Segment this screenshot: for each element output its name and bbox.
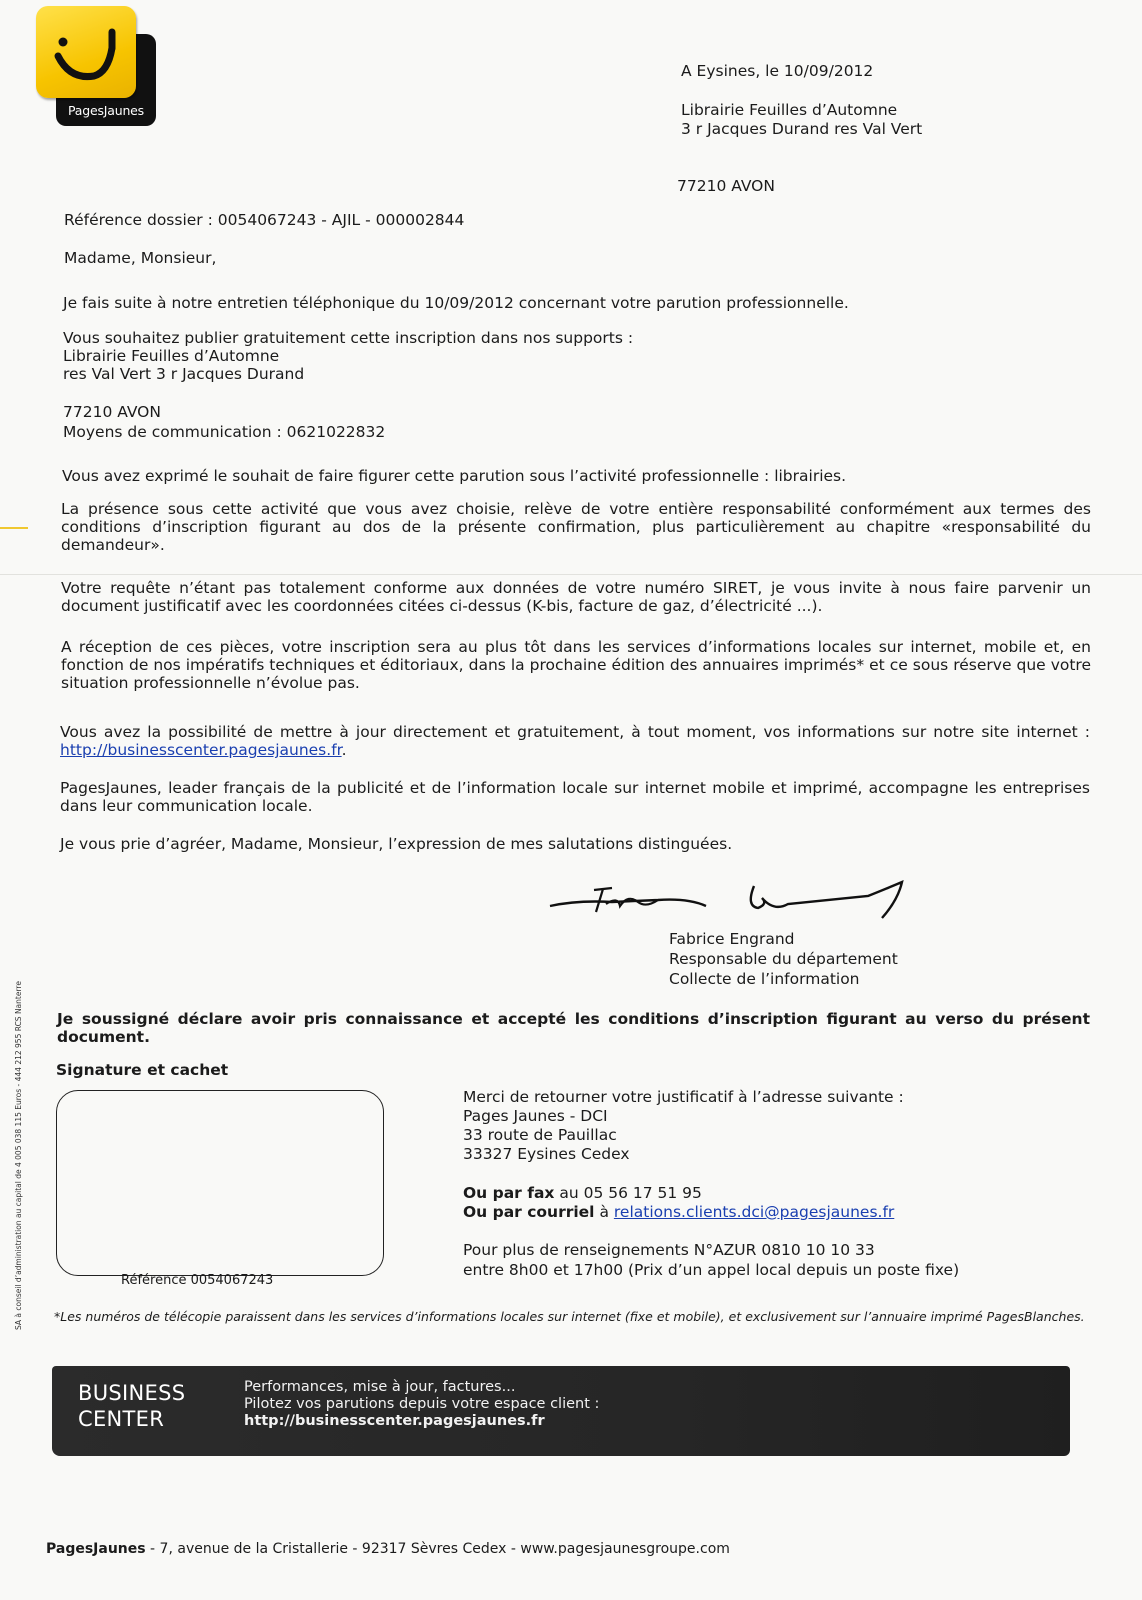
fax-label: Ou par fax: [463, 1184, 555, 1202]
return-city: 33327 Eysines Cedex: [463, 1145, 630, 1163]
paragraph-8: [60, 723, 1090, 759]
paragraph-1: Je fais suite à notre entretien téléphonique du 10/09/2012 concernant votre parution professionnelle.: [63, 294, 849, 312]
mail-pre: à: [594, 1203, 614, 1221]
paragraph-4: Vous avez exprimé le souhait de faire figurer cette parution sous l’activité professionnelle : librairies.: [62, 467, 847, 485]
smiley-icon: [36, 6, 136, 98]
footer: [46, 1541, 730, 1557]
business-center-banner[interactable]: [52, 1366, 1070, 1456]
paragraph-2-intro: Vous souhaitez publier gratuitement cette inscription dans nos supports :: [63, 329, 634, 347]
paragraph-3-comm: Moyens de communication : 0621022832: [63, 423, 386, 441]
paragraph-2-street: res Val Vert 3 r Jacques Durand: [63, 365, 305, 383]
mail-line: [463, 1203, 894, 1222]
paragraph-5: La présence sous cette activité que vous avez choisie, relève de votre entière responsabilité conformément aux termes des conditions d’inscription figurant au dos de la présente confirmation, plus particulièrement au chapitre «responsabilité du demandeur».: [61, 500, 1091, 554]
recipient-street: 3 r Jacques Durand res Val Vert: [681, 120, 923, 138]
paragraph-6: Votre requête n’étant pas totalement conforme aux données de votre numéro SIRET, je vous invite à nous faire parvenir un document justificatif avec les coordonnées citées ci-dessus (K-bis, facture de gaz, d’électricité ...).: [61, 579, 1091, 615]
signatory-dept: Collecte de l’information: [669, 970, 860, 988]
signatory-title: Responsable du département: [669, 950, 898, 968]
reference-line: Référence dossier : 0054067243 - AJIL - 000002844: [64, 211, 465, 229]
paragraph-2-name: Librairie Feuilles d’Automne: [63, 347, 280, 365]
recipient-city: 77210 AVON: [677, 177, 775, 195]
logo-tile: [36, 6, 136, 98]
fold-line: [0, 574, 1142, 575]
fax-value: au 05 56 17 51 95: [554, 1184, 702, 1202]
banner-title-line-2: CENTER: [78, 1407, 165, 1431]
email-link[interactable]: relations.clients.dci@pagesjaunes.fr: [613, 1203, 895, 1221]
paragraph-8-end: .: [341, 741, 347, 759]
declaration: Je soussigné déclare avoir pris connaissance et accepté les conditions d’inscription figurant au verso du présent document.: [57, 1010, 1090, 1046]
legal-mention: SA à conseil d’administration au capital de 4 005 038 115 Euros - 444 212 955 RCS Nanterre: [14, 981, 23, 1330]
banner-title-line-1: BUSINESS: [78, 1381, 186, 1405]
place-date: A Eysines, le 10/09/2012: [681, 62, 874, 80]
signatory-name: Fabrice Engrand: [669, 930, 795, 948]
salutation: Madame, Monsieur,: [64, 249, 217, 267]
businesscenter-link[interactable]: http://businesscenter.pagesjaunes.fr: [60, 741, 342, 759]
banner-text: [244, 1379, 599, 1430]
pagesjaunes-logo: [36, 6, 158, 126]
banner-title: [78, 1380, 185, 1432]
paragraph-10: Je vous prie d’agréer, Madame, Monsieur, l’expression de mes salutations distinguées.: [60, 835, 733, 853]
footer-brand: PagesJaunes: [46, 1541, 146, 1557]
handwritten-signature: [548, 878, 918, 924]
paragraph-9: PagesJaunes, leader français de la publicité et de l’information locale sur internet mobile et imprimé, accompagne les entreprises dans leur communication locale.: [60, 779, 1090, 815]
signature-reference: Référence 0054067243: [121, 1273, 274, 1288]
fax-line: [463, 1184, 702, 1203]
paragraph-3-city: 77210 AVON: [63, 403, 161, 421]
footnote: *Les numéros de télécopie paraissent dans les services d’informations locales sur internet (fixe et mobile), et exclusivement sur l’annuaire imprimé PagesBlanches.: [54, 1309, 1085, 1324]
recipient-name: Librairie Feuilles d’Automne: [681, 101, 898, 119]
return-company: Pages Jaunes - DCI: [463, 1107, 608, 1125]
logo-label: PagesJaunes: [68, 103, 144, 118]
return-street: 33 route de Pauillac: [463, 1126, 617, 1144]
banner-line-2: Pilotez vos parutions depuis votre espace client :: [244, 1396, 600, 1412]
info-line-2: entre 8h00 et 17h00 (Prix d’un appel local depuis un poste fixe): [463, 1261, 960, 1279]
fold-tick: [0, 527, 28, 529]
footer-address: - 7, avenue de la Cristallerie - 92317 Sèvres Cedex - www.pagesjaunesgroupe.com: [145, 1541, 730, 1557]
info-line-1: Pour plus de renseignements N°AZUR 0810 10 10 33: [463, 1241, 875, 1259]
return-intro: Merci de retourner votre justificatif à l’adresse suivante :: [463, 1088, 904, 1106]
mail-label: Ou par courriel: [463, 1203, 595, 1221]
paragraph-7: A réception de ces pièces, votre inscription sera au plus tôt dans les services d’informations locales sur internet, mobile et, en fonction de nos impératifs techniques et éditoriaux, dans la prochaine édition des annuaires imprimés* et ce sous réserve que votre situation professionnelle n’évolue pas.: [61, 638, 1091, 692]
banner-url[interactable]: http://businesscenter.pagesjaunes.fr: [244, 1413, 545, 1429]
signature-stamp-box[interactable]: [56, 1090, 384, 1276]
signature-label: Signature et cachet: [56, 1061, 229, 1079]
paragraph-8-text: Vous avez la possibilité de mettre à jour directement et gratuitement, à tout moment, vos informations sur notre site internet :: [60, 723, 1090, 741]
banner-line-1: Performances, mise à jour, factures...: [244, 1379, 516, 1395]
